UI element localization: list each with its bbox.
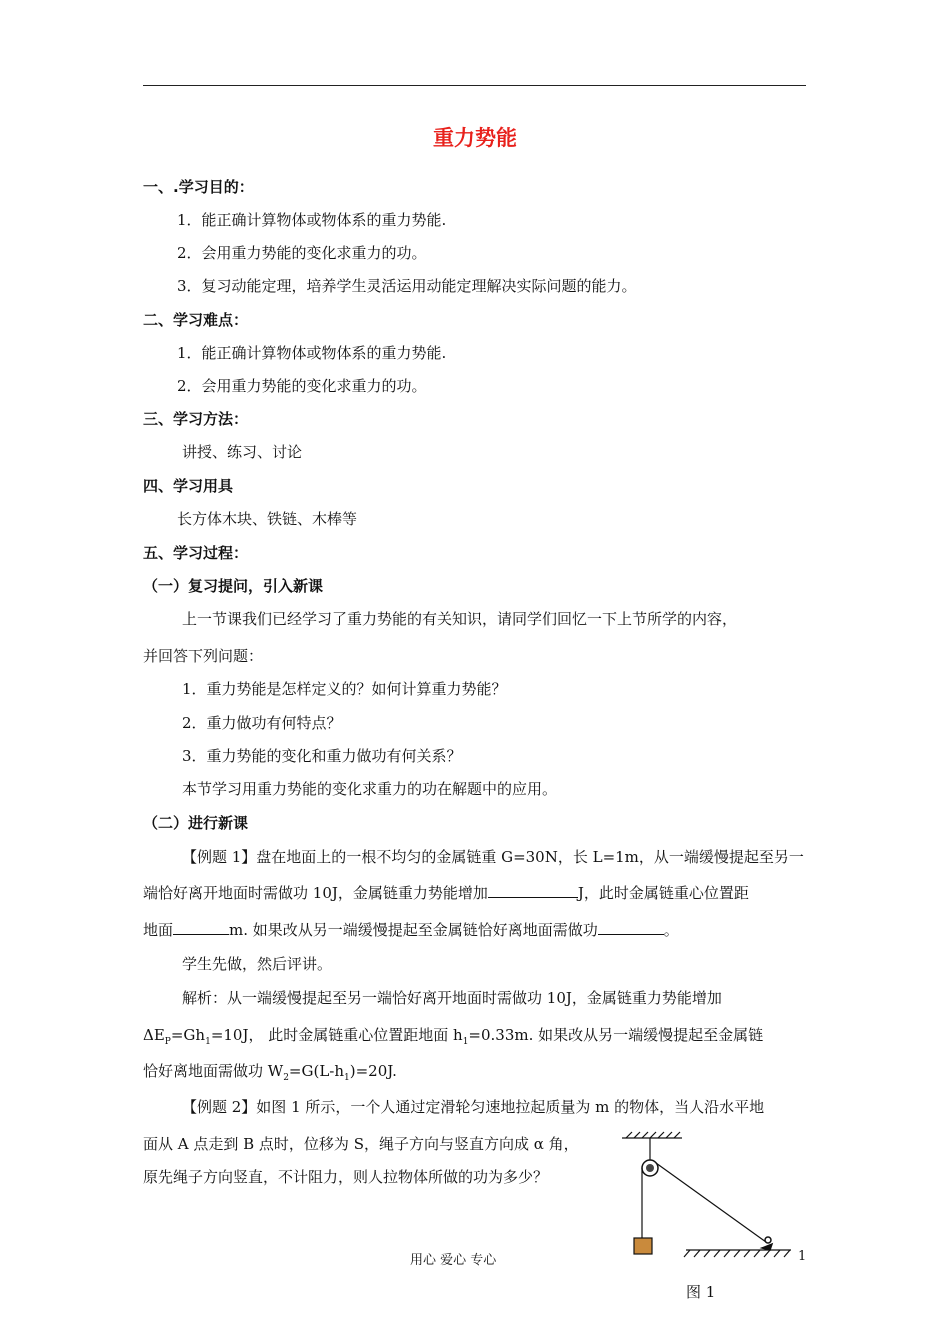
hanging-block	[634, 1238, 652, 1254]
section-3-heading: 三、学习方法：	[143, 410, 249, 428]
pulley-diagram	[616, 1130, 816, 1280]
question-2: 2．重力做功有何特点？	[182, 714, 342, 732]
subsection-2-heading: （二）进行新课	[143, 814, 249, 832]
analysis-text: =0.33m. 如果改从另一端缓慢提起至金属链	[468, 1026, 764, 1044]
goal-item-2: 2．会用重力势能的变化求重力的功。	[177, 244, 427, 262]
question-3: 3．重力势能的变化和重力做功有何关系？	[182, 747, 462, 765]
intro-line-2: 并回答下列问题：	[143, 647, 264, 665]
analysis-text: =G(L-h	[288, 1062, 345, 1080]
example-1-line-3	[143, 920, 679, 940]
subscript: 1	[462, 1037, 469, 1047]
example-2-line-2: 面从 A 点走到 B 点时，位移为 S，绳子方向与竖直方向成 α 角，	[143, 1135, 579, 1153]
section-4-heading: 四、学习用具	[143, 477, 234, 495]
example-1-line-2	[143, 883, 749, 903]
analysis-text: )=20J.	[349, 1062, 397, 1080]
slanted-rope	[656, 1163, 766, 1242]
analysis-line-1: 解析：从一端缓慢提起至另一端恰好离开地面时需做功 10J，金属链重力势能增加	[182, 989, 722, 1007]
pulley-wheel	[642, 1160, 658, 1176]
methods-text: 讲授、练习、讨论	[182, 443, 303, 461]
answer-blank-1[interactable]	[488, 883, 578, 898]
subsection-1-heading: （一）复习提问，引入新课	[143, 577, 324, 595]
example-2-line-3: 原先绳子方向竖直，不计阻力，则人拉物体所做的功为多少？	[143, 1168, 549, 1186]
example-1-line-3-start: 地面	[143, 921, 174, 939]
subscript: 1	[344, 1073, 350, 1083]
purpose-text: 本节学习用重力势能的变化求重力的功在解题中的应用。	[182, 780, 558, 798]
students-text: 学生先做，然后评讲。	[182, 955, 333, 973]
section-2-heading: 二、学习难点：	[143, 311, 249, 329]
section-1-heading: 一、.学习目的：	[143, 178, 254, 196]
analysis-text: =Gh	[170, 1026, 206, 1044]
ground-line	[684, 1250, 791, 1257]
example-1-line-3-mid: m. 如果改从另一端缓慢提起至金属链恰好离地面需做功	[229, 921, 598, 939]
analysis-text: 恰好离地面需做功 W	[143, 1062, 284, 1080]
tools-text: 长方体木块、铁链、木棒等	[177, 510, 358, 528]
example-1-line-3-end: 。	[663, 921, 679, 939]
person-figure	[762, 1237, 772, 1250]
analysis-line-3	[143, 1061, 397, 1088]
page-number: 1	[798, 1249, 807, 1264]
goal-item-3: 3．复习动能定理，培养学生灵活运用动能定理解决实际问题的能力。	[177, 277, 637, 295]
section-5-heading: 五、学习过程：	[143, 544, 249, 562]
figure-label: 图 1	[686, 1283, 716, 1301]
page-footer: 用心 爱心 专心	[410, 1253, 497, 1268]
answer-blank-2[interactable]	[173, 920, 229, 935]
difficulty-item-1: 1．能正确计算物体或物体系的重力势能.	[177, 344, 447, 362]
difficulty-item-2: 2．会用重力势能的变化求重力的功。	[177, 377, 427, 395]
analysis-text: ΔE	[143, 1026, 165, 1044]
page-title: 重力势能	[433, 126, 517, 150]
goal-item-1: 1．能正确计算物体或物体系的重力势能.	[177, 211, 447, 229]
question-1: 1．重力势能是怎样定义的？如何计算重力势能？	[182, 680, 507, 698]
ceiling-support	[622, 1132, 682, 1160]
subscript: 1	[205, 1037, 211, 1047]
example-1-line-2-end: J，此时金属链重心位置距	[577, 884, 749, 902]
subscript: 2	[283, 1073, 289, 1083]
example-2-line-1: 【例题 2】如图 1 所示，一个人通过定滑轮匀速地拉起质量为 m 的物体，当人沿水平地	[182, 1098, 765, 1116]
analysis-text: =10J， 此时金属链重心位置距地面 h	[210, 1026, 463, 1044]
subscript: P	[164, 1037, 171, 1047]
intro-line-1: 上一节课我们已经学习了重力势能的有关知识，请同学们回忆一下上节所学的内容，	[182, 610, 738, 628]
example-1-line-2-start: 端恰好离开地面时需做功 10J，金属链重力势能增加	[143, 884, 488, 902]
example-1-line-1: 【例题 1】盘在地面上的一根不均匀的金属链重 G=30N，长 L=1m，从一端缓慢提起至另一	[182, 848, 804, 866]
analysis-line-2	[143, 1025, 763, 1052]
answer-blank-3[interactable]	[598, 920, 664, 935]
header-rule	[143, 85, 806, 86]
